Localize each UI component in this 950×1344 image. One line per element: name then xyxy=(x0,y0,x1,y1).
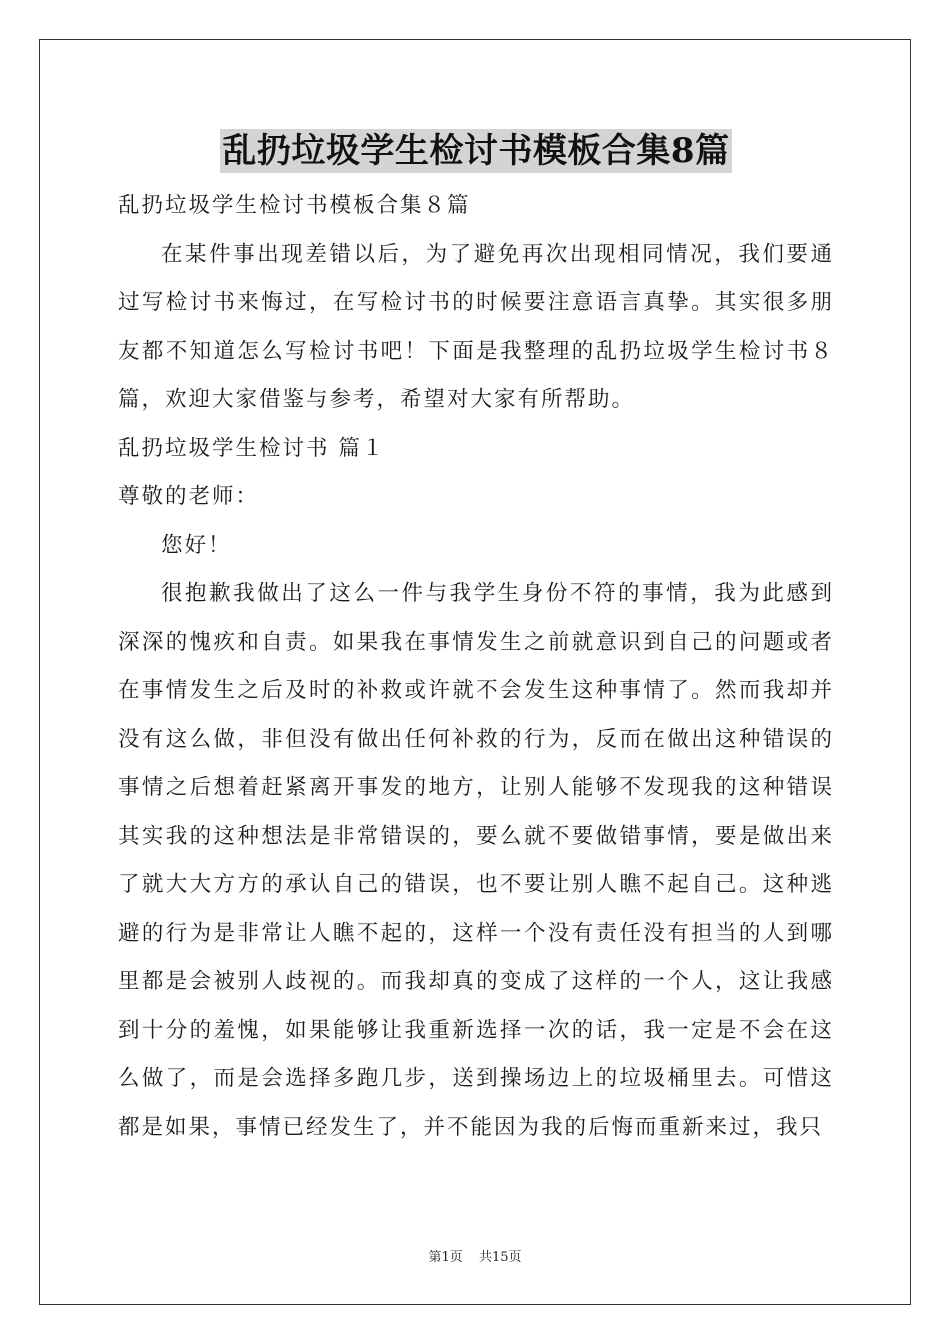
body-paragraph: 很抱歉我做出了这么一件与我学生身份不符的事情，我为此感到深深的愧疚和自责。如果我在事情发生之前就意识到自己的问题或者在事情发生之后及时的补救或许就不会发生这种事情了。然而我却并没有这么做，非但没有做出任何补救的行为，反而在做出这种错误的事情之后想着赶紧离开事发的地方，让别人能够不发现我的这种错误其实我的这种想法是非常错误的，要么就不要做错事情，要是做出来了就大大方方的承认自己的错误，也不要让别人瞧不起自己。这种逃避的行为是非常让人瞧不起的，这样一个没有责任没有担当的人到哪里都是会被别人歧视的。而我却真的变成了这样的一个人，这让我感到十分的羞愧，如果能够让我重新选择一次的话，我一定是不会在这么做了，而是会选择多跑几步，送到操场边上的垃圾桶里去。可惜这都是如果，事情已经发生了，并不能因为我的后悔而重新来过，我只 xyxy=(118,581,834,1140)
page-total: 共15页 xyxy=(478,1250,522,1265)
salutation: 尊敬的老师： xyxy=(118,484,260,509)
greeting: 您好！ xyxy=(161,532,232,558)
page-number: 第1页 xyxy=(428,1250,463,1265)
intro-paragraph: 在某件事出现差错以后，为了避免再次出现相同情况，我们要通过写检讨书来悔过，在写检讨书的时候要注意语言真挚。其实很多朋友都不知道怎么写检讨书吧！下面是我整理的乱扔垃圾学生检讨书８篇，欢迎大家借鉴与参考，希望对大家有所帮助。 xyxy=(118,241,834,412)
page-footer xyxy=(0,1246,950,1265)
document-title-text: 乱扔垃圾学生检讨书模板合集8篇 xyxy=(222,131,730,171)
document-content xyxy=(118,120,834,1152)
section-heading: 乱扔垃圾学生检讨书 篇１ xyxy=(118,435,386,461)
document-subtitle: 乱扔垃圾学生检讨书模板合集８篇 xyxy=(118,193,471,218)
document-title xyxy=(118,120,834,182)
